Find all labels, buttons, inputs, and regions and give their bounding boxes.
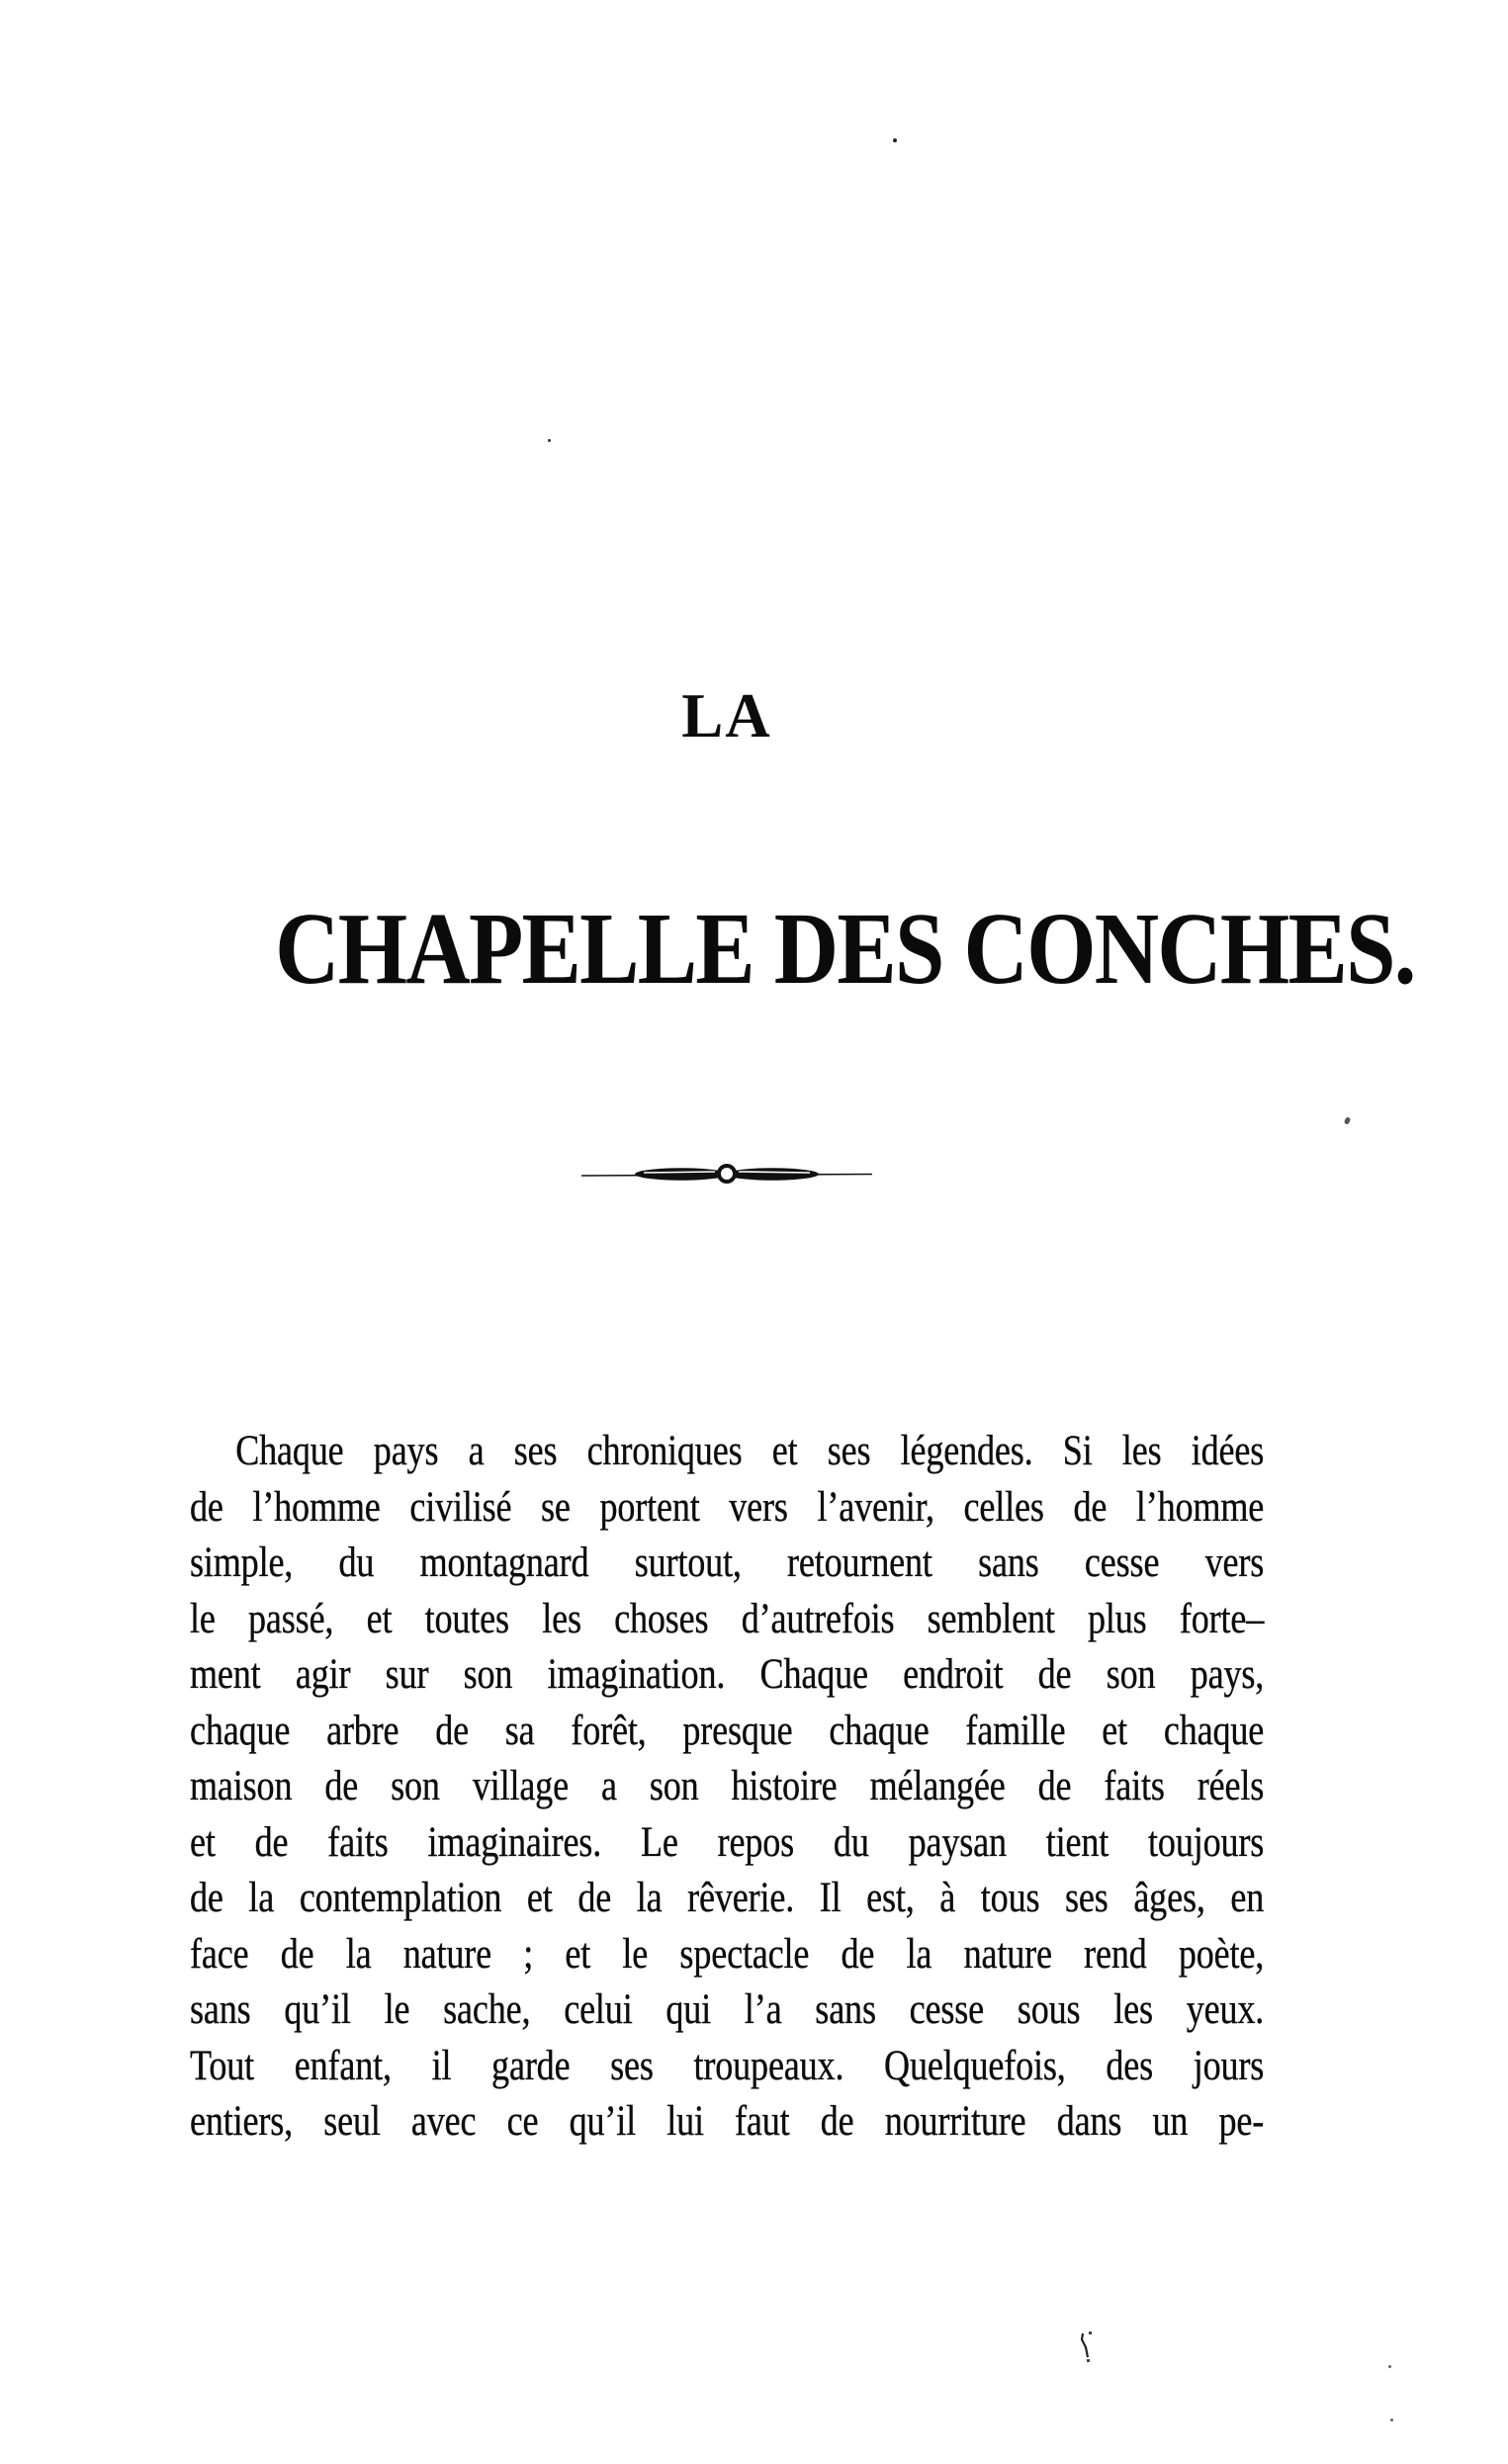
text-line: chaque arbre de sa forêt, presque chaque famille et chaque xyxy=(190,1707,1265,1754)
scan-speck xyxy=(1388,2365,1391,2368)
text-line: Chaque pays a ses chroniques et ses légendes. Si les idées xyxy=(235,1428,1265,1474)
scan-stray-mark xyxy=(1076,2330,1096,2363)
text-line: simple, du montagnard surtout, retournent sans cesse vers xyxy=(190,1540,1265,1586)
series-title: LA xyxy=(681,681,772,750)
text-line: face de la nature ; et le spectacle de la nature rend poète, xyxy=(190,1930,1265,1978)
text-line: ment agir sur son imagination. Chaque endroit de son pays, xyxy=(190,1651,1265,1698)
scan-speck xyxy=(893,138,897,142)
chapter-title-row xyxy=(190,892,1415,1006)
chapter-title: CHAPELLE DES CONCHES. xyxy=(275,892,1415,1006)
text-line: maison de son village a son histoire mélangée de faits réels xyxy=(190,1763,1265,1809)
scan-speck xyxy=(548,439,551,442)
paragraph xyxy=(190,1424,1264,2151)
scan-speck xyxy=(1390,2419,1393,2421)
text-line: le passé, et toutes les choses d’autrefois semblent plus forte– xyxy=(190,1595,1265,1642)
text-line: et de faits imaginaires. Le repos du paysan tient toujours xyxy=(190,1818,1265,1866)
divider-ornament-icon xyxy=(578,1157,875,1192)
scan-speck xyxy=(1344,1116,1351,1124)
text-line: de la contemplation et de la rêverie. Il est, à tous ses âges, en xyxy=(190,1875,1265,1921)
text-line: entiers, seul avec ce qu’il lui faut de nourriture dans un pe- xyxy=(190,2098,1265,2145)
text-line: sans qu’il le sache, celui qui l’a sans cesse sous les yeux. xyxy=(190,1986,1265,2033)
text-line: de l’homme civilisé se portent vers l’avenir, celles de l’homme xyxy=(190,1483,1265,1531)
text-line: Tout enfant, il garde ses troupeaux. Quelquefois, des jours xyxy=(190,2042,1265,2089)
